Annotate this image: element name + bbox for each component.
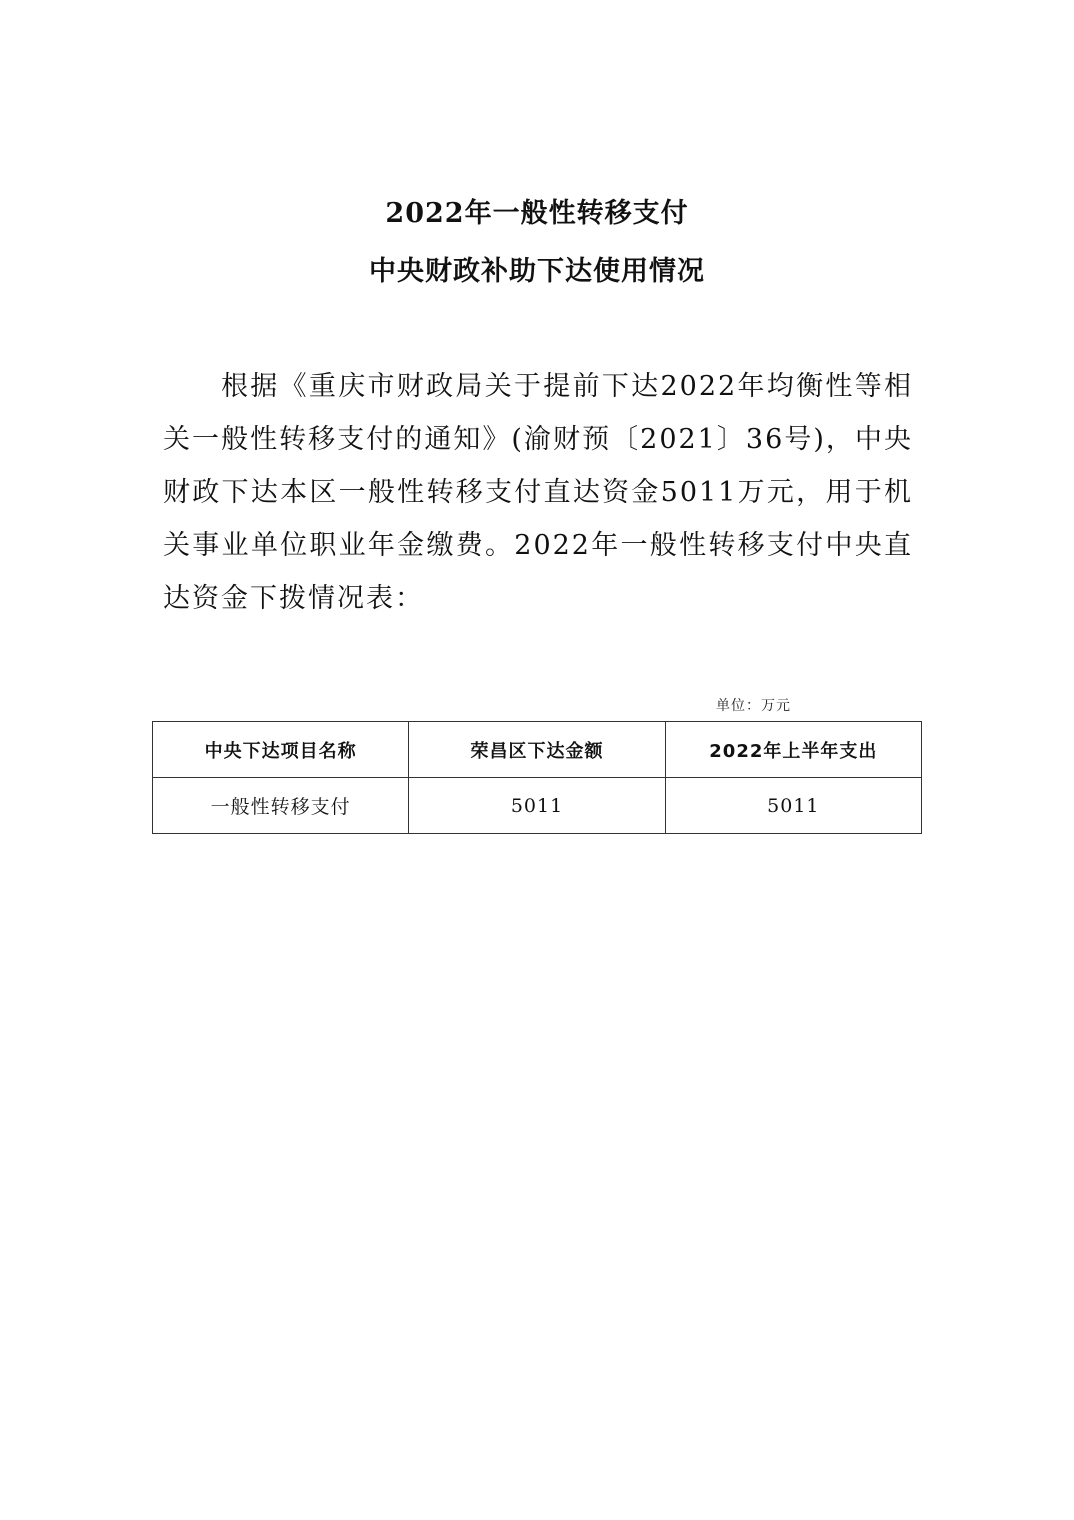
header-issued-amount: 荣昌区下达金额 [409, 722, 665, 778]
document-title-line2: 中央财政补助下达使用情况 [369, 256, 705, 287]
cell-project-name: 一般性转移支付 [153, 778, 409, 834]
table-row [153, 778, 922, 834]
body-paragraph: 根据《重庆市财政局关于提前下达2022年均衡性等相关一般性转移支付的通知》(渝财预〔2021〕36号)，中央财政下达本区一般性转移支付直达资金5011万元，用于机关事业单位职业年金缴费。2022年一般性转移支付中央直达资金下拨情况表： [163, 371, 913, 614]
table-header-row [153, 722, 922, 778]
cell-h1-expenditure: 5011 [665, 778, 921, 834]
cell-issued-amount: 5011 [409, 778, 665, 834]
header-h1-expenditure: 2022年上半年支出 [665, 722, 921, 778]
header-project-name: 中央下达项目名称 [153, 722, 409, 778]
funding-table [152, 721, 922, 834]
unit-label: 单位：万元 [716, 698, 791, 714]
document-title-line1: 2022年一般性转移支付 [385, 198, 689, 229]
